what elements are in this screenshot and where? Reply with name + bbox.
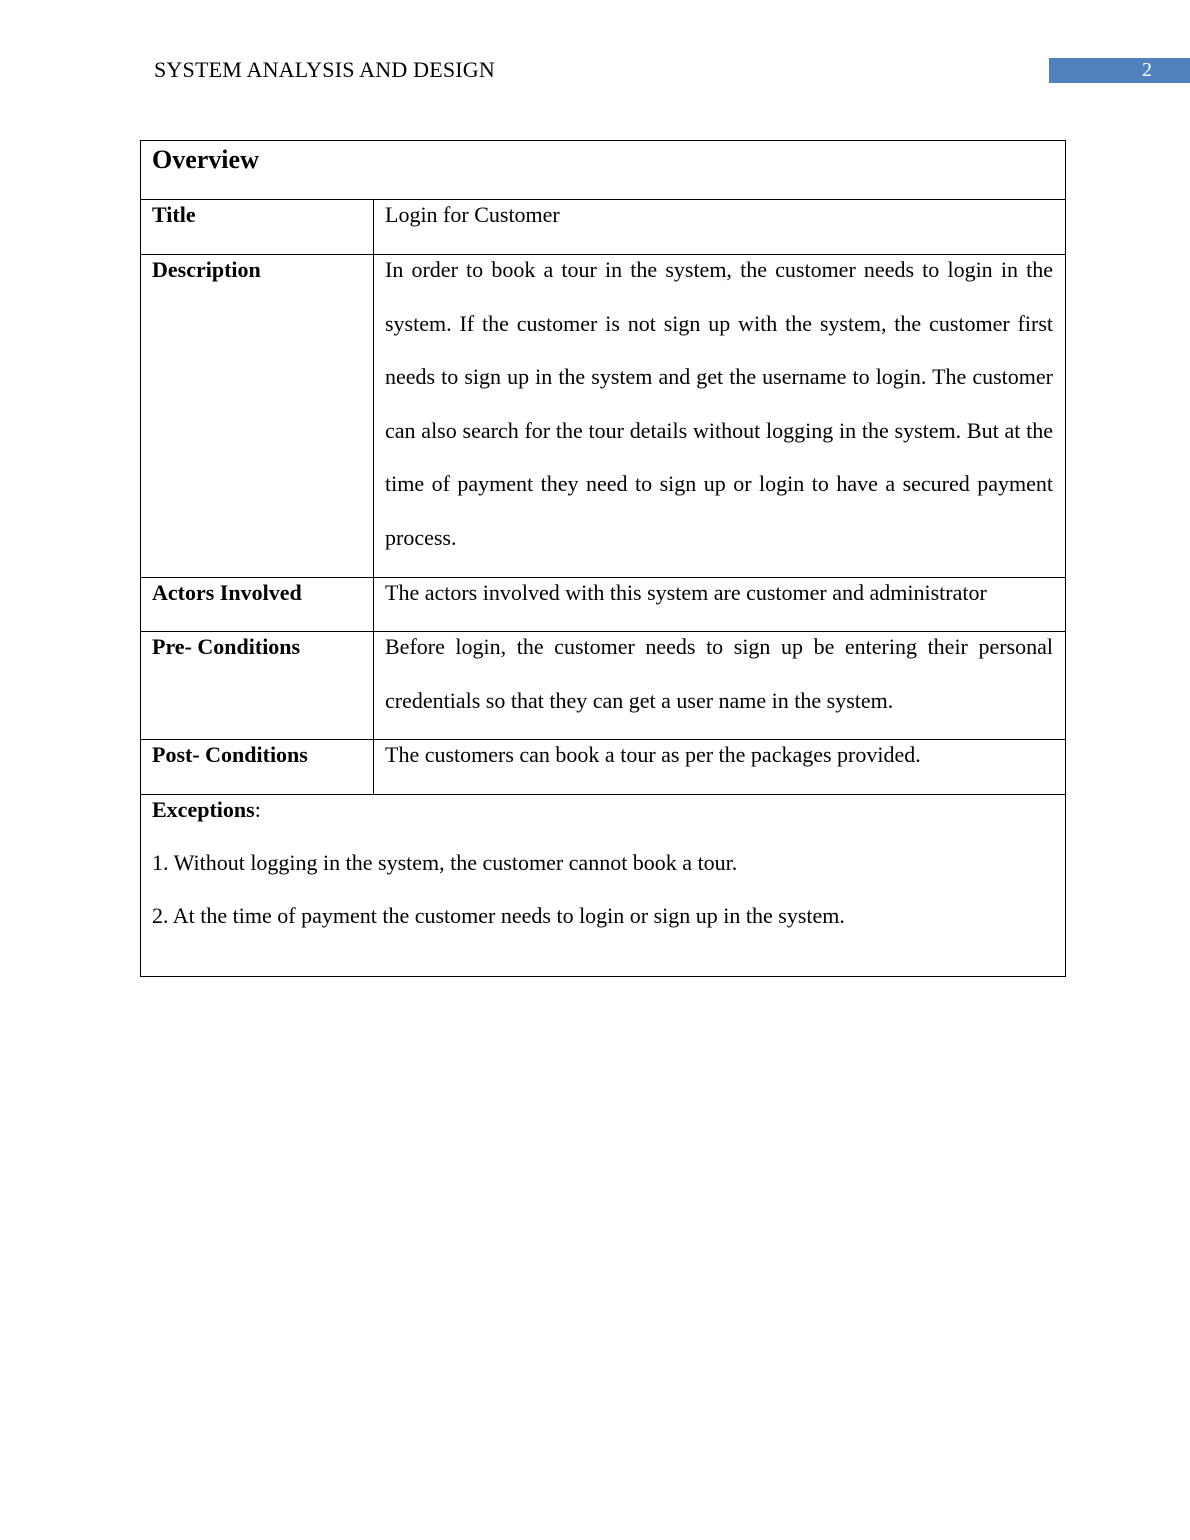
exception-item: 1. Without logging in the system, the customer cannot book a tour. (152, 850, 738, 875)
row-label-description: Description (152, 257, 261, 282)
table-row (141, 632, 1066, 740)
exceptions-colon: : (254, 797, 261, 822)
row-value-actors: The actors involved with this system are customer and administrator (374, 578, 1066, 632)
row-label-actors: Actors Involved (141, 578, 374, 632)
row-label-postconditions: Post- Conditions (141, 740, 374, 795)
running-head-title: SYSTEM ANALYSIS AND DESIGN (154, 57, 495, 82)
row-label-cell (141, 632, 374, 740)
row-value-cell (374, 632, 1066, 740)
overview-heading-cell (141, 141, 1066, 200)
exception-item: 2. At the time of payment the customer needs to login or sign up in the system. (152, 903, 845, 928)
exceptions-label: Exceptions (152, 797, 255, 822)
table-row (141, 255, 1066, 578)
row-value-postconditions: The customers can book a tour as per the packages provided. (374, 740, 1066, 795)
row-value-cell (374, 255, 1066, 578)
row-label-cell (141, 255, 374, 578)
row-label-preconditions: Pre- Conditions (152, 634, 301, 659)
exceptions-heading (152, 795, 1053, 825)
exceptions-cell (141, 795, 1066, 977)
table-row (141, 740, 1066, 795)
row-value-title: Login for Customer (374, 200, 1066, 255)
table-row (141, 795, 1066, 977)
row-label-title: Title (141, 200, 374, 255)
page-number: 2 (1049, 58, 1190, 83)
row-value-description: In order to book a tour in the system, the customer needs to login in the system. If the customer is not sign up with the system, the customer first needs to sign up in the system and get the username to login. The customer can also search for the tour details without logging in the system. But at the time of payment they need to sign up or login to have a secured payment process. (385, 257, 1053, 550)
row-value-preconditions: Before login, the customer needs to sign up be entering their personal credentials so that they can get a user name in the system. (385, 634, 1053, 713)
use-case-table (140, 140, 1066, 977)
overview-heading: Overview (152, 145, 259, 174)
